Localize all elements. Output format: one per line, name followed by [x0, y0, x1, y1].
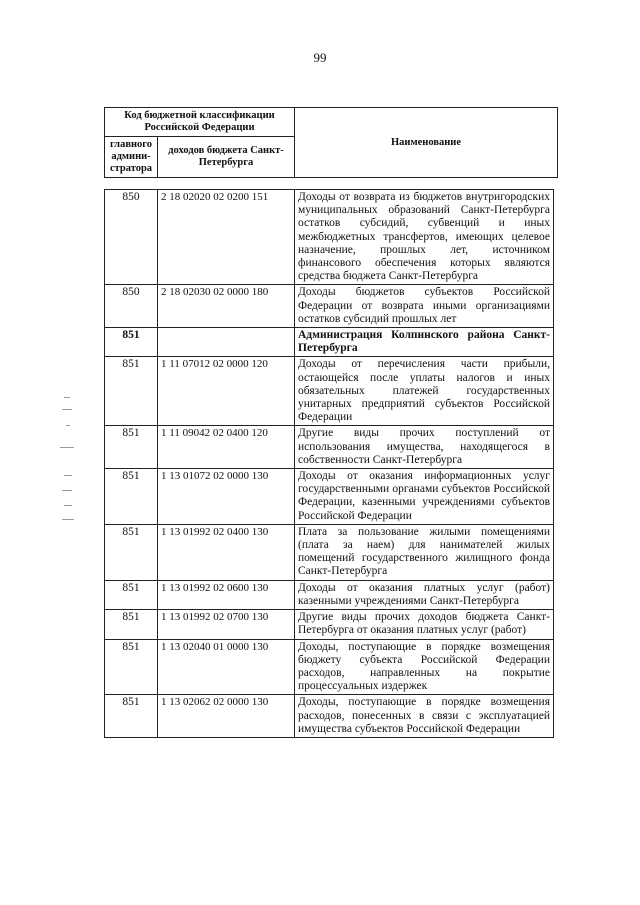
row-name: Администрация Колпинского района Санкт-Петербурга: [295, 328, 554, 357]
row-revenue-code: 1 13 01992 02 0600 130: [158, 580, 295, 609]
row-admin-code: 851: [105, 639, 158, 695]
row-admin-code: 851: [105, 695, 158, 738]
row-revenue-code: 1 11 09042 02 0400 120: [158, 426, 295, 469]
row-name: Доходы от оказания информационных услуг государственными органами субъектов Российской Федерации, казенными учреждениями субъектов Российской Федерации: [295, 469, 554, 525]
table-header: [104, 107, 558, 178]
row-revenue-code: [158, 328, 295, 357]
header-code-group: Код бюджетной классификации Российской Федерации: [105, 108, 295, 137]
row-revenue-code: 1 13 01072 02 0000 130: [158, 469, 295, 525]
page-number: 99: [313, 50, 327, 65]
row-name: Другие виды прочих поступлений от использования имущества, находящегося в собственности Санкт-Петербурга: [295, 426, 554, 469]
row-name: Другие виды прочих доходов бюджета Санкт-Петербурга от оказания платных услуг (работ): [295, 610, 554, 639]
header-admin-column: главного админи-стратора: [105, 137, 158, 178]
table-row: [105, 357, 554, 426]
row-name: Доходы бюджетов субъектов Российской Федерации от возврата иными организациями остатков субсидий прошлых лет: [295, 285, 554, 328]
table-body: [105, 190, 554, 738]
row-admin-code: 850: [105, 285, 158, 328]
row-admin-code: 851: [105, 328, 158, 357]
table-row: [105, 190, 554, 285]
row-admin-code: 851: [105, 469, 158, 525]
margin-scan-marks: [60, 395, 80, 525]
row-name: Доходы, поступающие в порядке возмещения расходов, понесенных в связи с эксплуатацией имущества субъектов Российской Федерации: [295, 695, 554, 738]
row-name: Доходы от оказания платных услуг (работ) казенными учреждениями Санкт-Петербурга: [295, 580, 554, 609]
row-name: Доходы от перечисления части прибыли, остающейся после уплаты налогов и иных обязательных платежей государственных унитарных предприятий субъектов Российской Федерации: [295, 357, 554, 426]
classification-table: [104, 189, 554, 738]
table-row: [105, 580, 554, 609]
row-admin-code: 850: [105, 190, 158, 285]
row-revenue-code: 1 13 01992 02 0700 130: [158, 610, 295, 639]
row-admin-code: 851: [105, 610, 158, 639]
table-row: [105, 695, 554, 738]
row-name: Доходы, поступающие в порядке возмещения бюджету субъекта Российской Федерации расходов, направленных на покрытие процессуальных издержек: [295, 639, 554, 695]
row-admin-code: 851: [105, 357, 158, 426]
row-admin-code: 851: [105, 524, 158, 580]
table-row: [105, 426, 554, 469]
row-name: Плата за пользование жилыми помещениями (плата за наем) для нанимателей жилых помещений государственного жилищного фонда Санкт-Петербурга: [295, 524, 554, 580]
row-revenue-code: 2 18 02030 02 0000 180: [158, 285, 295, 328]
row-admin-code: 851: [105, 426, 158, 469]
table-row: [105, 610, 554, 639]
table-row: [105, 469, 554, 525]
row-admin-code: 851: [105, 580, 158, 609]
row-name: Доходы от возврата из бюджетов внутригородских муниципальных образований Санкт-Петербурга остатков субсидий, субвенций и иных межбюджетных трансфертов, имеющих целевое назначение, прошлых лет, источником финансового обеспечения которых являются средства бюджета Санкт-Петербурга: [295, 190, 554, 285]
table-row: [105, 524, 554, 580]
table-row: [105, 328, 554, 357]
row-revenue-code: 1 13 02040 01 0000 130: [158, 639, 295, 695]
row-revenue-code: 2 18 02020 02 0200 151: [158, 190, 295, 285]
row-revenue-code: 1 11 07012 02 0000 120: [158, 357, 295, 426]
row-revenue-code: 1 13 01992 02 0400 130: [158, 524, 295, 580]
table-row: [105, 285, 554, 328]
row-revenue-code: 1 13 02062 02 0000 130: [158, 695, 295, 738]
table-row: [105, 639, 554, 695]
header-revenue-column: доходов бюджета Санкт-Петербурга: [158, 137, 295, 178]
header-name-column: Наименование: [295, 108, 558, 178]
